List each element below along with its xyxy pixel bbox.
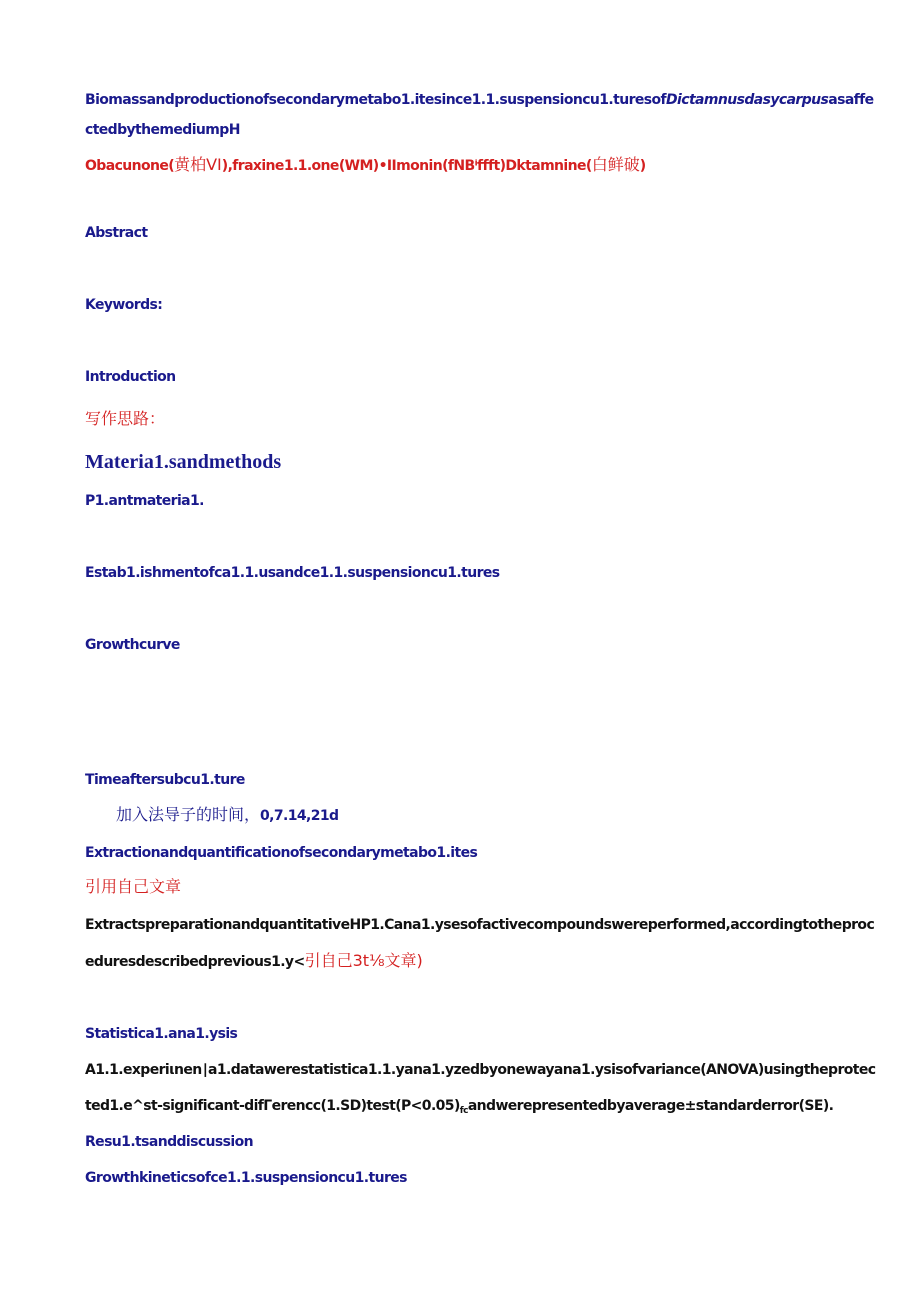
title-species: Dictamnusdasycarpus: [666, 92, 829, 108]
elicitor-note: [116, 806, 338, 825]
extracts-paragraph-line-1: ExtractspreparationandquantitativeHP1.Cana1.ysesofactivecompoundswereperformed,accordingtotheproc: [85, 917, 875, 933]
compounds-text-b: ),fraxine1.1.one(WM)•IImonin(fNBⁱffft)Dktamnine(: [221, 158, 592, 174]
compounds-line: [85, 156, 646, 175]
statistical-heading: Statistica1.ana1.ysis: [85, 1026, 238, 1042]
time-after-subculture-heading: Timeaftersubcu1.ture: [85, 772, 245, 788]
elicitor-note-cjk: 加入法导子的时间，: [116, 805, 261, 824]
establishment-heading: Estab1.ishmentofca1.1.usandce1.1.suspensioncu1.tures: [85, 565, 500, 581]
stats-line2-suffix: andwerepresentedbyaverage±standarderror(SE).: [467, 1098, 834, 1114]
stats-paragraph-line-2: [85, 1097, 833, 1120]
title-line-2: ctedbythemediumpH: [85, 122, 240, 138]
compounds-text-a: Obacunone(: [85, 158, 175, 174]
stats-line2-sub: fc: [459, 1106, 468, 1116]
stats-line2-text: ted1.e^st-significant-difΓerencc(1.SD)test(P<0.05): [85, 1098, 460, 1114]
title-line-1: [85, 91, 874, 109]
stats-paragraph-line-1: A1.1.experiιnen∣a1.datawerestatistica1.1.yana1.yzedbyonewayana1.ysisofvariance(ANOVA)usingtheprotec: [85, 1062, 876, 1078]
elicitor-note-values: 0,7.14,21d: [260, 808, 339, 824]
materials-methods-heading: Materia1.sandmethods: [85, 451, 282, 473]
title-suffix: asaffe: [828, 92, 874, 108]
title-prefix: Biomassandproductionofsecondarymetabo1.itesince1.1.suspensioncu1.turesof: [85, 92, 667, 108]
extraction-heading: Extractionandquantificationofsecondarymetabo1.ites: [85, 845, 478, 861]
plant-material-heading: P1.antmateria1.: [85, 493, 204, 509]
introduction-heading: Introduction: [85, 369, 176, 385]
compounds-cjk-b: 白鲜破: [591, 155, 640, 174]
compounds-text-c: ): [639, 158, 646, 174]
extracts-paragraph-line-2: [85, 952, 423, 971]
growth-curve-heading: Growthcurve: [85, 637, 180, 653]
compounds-cjk-a: 黄柏VI: [174, 155, 222, 174]
writing-idea-note: 写作思路：: [85, 409, 166, 428]
keywords-heading: Keywords:: [85, 297, 163, 313]
abstract-heading: Abstract: [85, 225, 148, 241]
extracts-line2-text: eduresdescribedprevious1.y<: [85, 954, 305, 970]
results-heading: Resu1.tsanddiscussion: [85, 1134, 253, 1150]
growth-kinetics-heading: Growthkineticsofce1.1.suspensioncu1.tures: [85, 1170, 407, 1186]
extracts-line2-cjk: 引自己3t⅛文章): [304, 951, 423, 970]
cite-own-note: 引用自己文章: [85, 877, 182, 896]
